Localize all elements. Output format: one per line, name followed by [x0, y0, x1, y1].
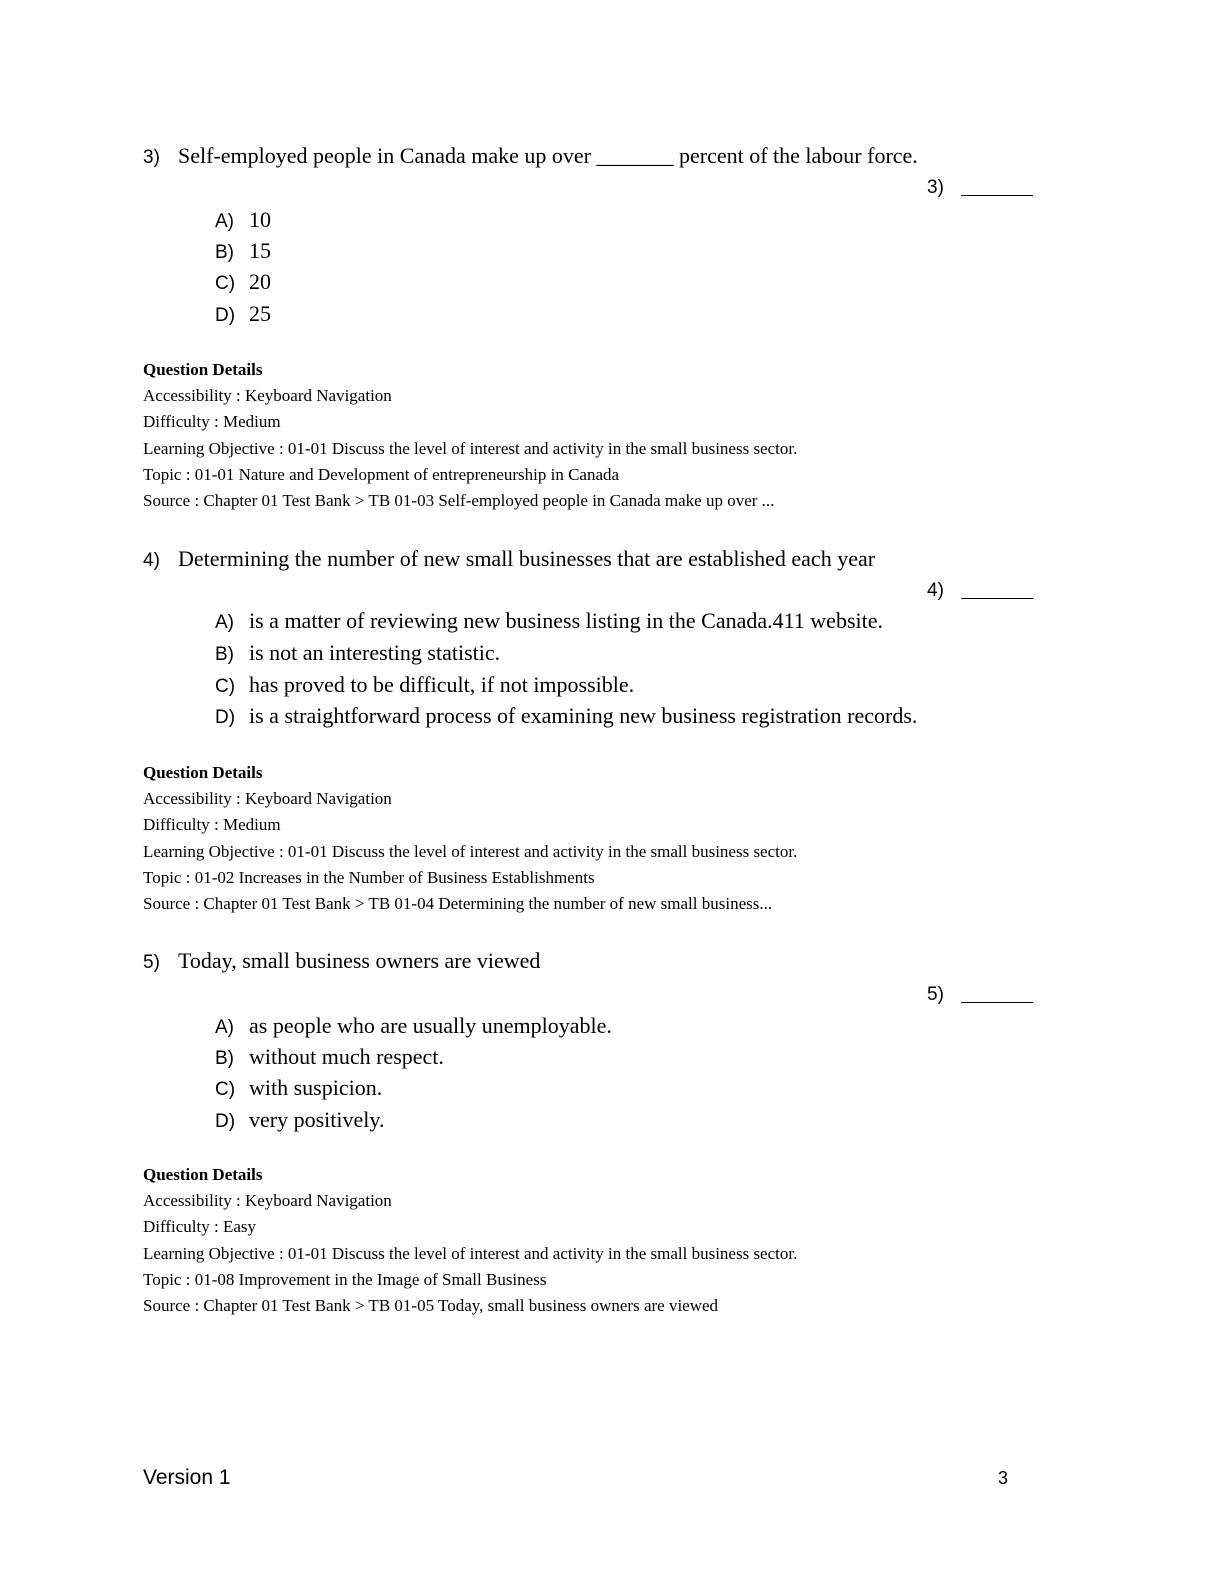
option-text: 15: [249, 238, 271, 263]
question-text: Determining the number of new small businesses that are established each year: [178, 546, 876, 571]
answer-blank: [927, 984, 944, 1006]
answer-label: 4): [927, 580, 944, 601]
option-letter: C): [215, 676, 236, 697]
option-letter: B): [215, 644, 234, 665]
details-objective: Learning Objective : 01-01 Discuss the level of interest and activity in the small business sector.: [143, 841, 798, 861]
option-letter: C): [215, 1079, 236, 1100]
question-text: Self-employed people in Canada make up over _______ percent of the labour force.: [178, 143, 918, 168]
details-topic: Topic : 01-02 Increases in the Number of Business Establishments: [143, 867, 595, 887]
answer-line: [961, 1002, 1033, 1003]
answer-line: [961, 598, 1033, 599]
option-text: is a straightforward process of examining new business registration records.: [249, 703, 918, 728]
answer-label: 3): [927, 177, 944, 198]
details-heading: Question Details: [143, 1165, 263, 1184]
details-accessibility: Accessibility : Keyboard Navigation: [143, 1191, 392, 1211]
details-objective: Learning Objective : 01-01 Discuss the level of interest and activity in the small business sector.: [143, 1243, 798, 1263]
details-difficulty: Difficulty : Medium: [143, 412, 281, 432]
question-number: 4): [143, 550, 160, 571]
option-text: 10: [249, 207, 271, 232]
option-letter: A): [215, 211, 234, 232]
details-accessibility: Accessibility : Keyboard Navigation: [143, 789, 392, 809]
question-details: [143, 760, 797, 917]
details-difficulty: Difficulty : Easy: [143, 1217, 256, 1237]
footer-page-number: 3: [998, 1468, 1009, 1488]
details-heading: Question Details: [143, 763, 263, 782]
option-text: is a matter of reviewing new business listing in the Canada.411 website.: [249, 608, 883, 633]
answer-label: 5): [927, 984, 944, 1005]
option-text: 20: [249, 269, 271, 294]
details-source: Source : Chapter 01 Test Bank > TB 01-04 Determining the number of new small business...: [143, 894, 773, 914]
option-text: as people who are usually unemployable.: [249, 1013, 612, 1038]
answer-blank: [927, 177, 944, 199]
details-source: Source : Chapter 01 Test Bank > TB 01-03 Self-employed people in Canada make up over ...: [143, 491, 775, 511]
option-text: with suspicion.: [249, 1075, 383, 1100]
option-letter: B): [215, 242, 234, 263]
question-details: [143, 357, 797, 514]
option-text: very positively.: [249, 1107, 385, 1132]
answer-blank: [927, 580, 944, 602]
option-letter: C): [215, 273, 236, 294]
footer-version: Version 1: [143, 1466, 231, 1489]
option-letter: B): [215, 1048, 234, 1069]
answer-line: [961, 195, 1033, 196]
details-heading: Question Details: [143, 360, 263, 379]
option-text: is not an interesting statistic.: [249, 640, 501, 665]
option-letter: D): [215, 305, 236, 326]
details-difficulty: Difficulty : Medium: [143, 815, 281, 835]
details-objective: Learning Objective : 01-01 Discuss the level of interest and activity in the small business sector.: [143, 438, 798, 458]
details-topic: Topic : 01-08 Improvement in the Image of Small Business: [143, 1269, 547, 1289]
question-number: 3): [143, 147, 160, 168]
option-letter: D): [215, 1111, 236, 1132]
details-source: Source : Chapter 01 Test Bank > TB 01-05 Today, small business owners are viewed: [143, 1296, 719, 1316]
option-letter: A): [215, 1017, 234, 1038]
details-accessibility: Accessibility : Keyboard Navigation: [143, 386, 392, 406]
option-text: without much respect.: [249, 1044, 444, 1069]
option-letter: A): [215, 612, 234, 633]
question-number: 5): [143, 952, 160, 973]
option-text: 25: [249, 301, 271, 326]
option-letter: D): [215, 707, 236, 728]
details-topic: Topic : 01-01 Nature and Development of entrepreneurship in Canada: [143, 464, 620, 484]
question-details: [143, 1162, 797, 1319]
question-text: Today, small business owners are viewed: [178, 948, 541, 973]
option-text: has proved to be difficult, if not impossible.: [249, 672, 635, 697]
